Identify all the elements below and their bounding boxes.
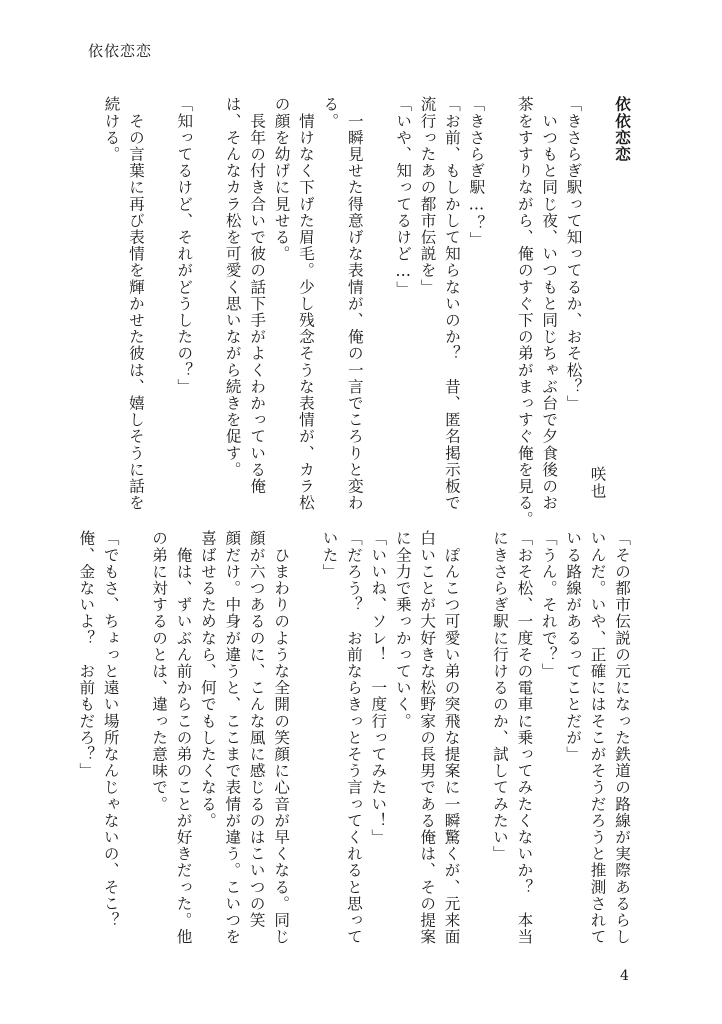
page-number: 4: [620, 968, 629, 984]
paragraph-line: は、そんなカラ松を可愛く思いながら続きを促す。: [223, 96, 242, 478]
paragraph-line: 顔だけ。中身が違うと、ここまで表情が違う。こいつを: [223, 530, 242, 945]
paragraph-line: 一瞬見せた得意げな表情が、俺の一言でころりと変わ: [345, 96, 364, 511]
paragraph-line: いつもと同じ夜、いつもと同じちゃぶ台で夕食後のお: [540, 96, 559, 511]
paragraph-line: 「きさらぎ駅って知ってるか、おそ松？」: [564, 96, 583, 412]
story-title: 依依恋恋: [613, 96, 632, 163]
paragraph-line: 「知ってるけど、それがどうしたの？」: [175, 96, 194, 395]
paragraph-line: 俺は、ずいぶん前からこの弟のことが好きだった。他: [174, 530, 193, 945]
paragraph-line: いる路線があるってことだが」: [564, 530, 583, 763]
paragraph-line: 情けなく下げた眉毛。少し残念そうな表情が、カラ松: [296, 96, 315, 511]
blank-line: [148, 96, 172, 496]
paragraph-line: 長年の付き合いで彼の話下手がよくわかっている俺: [248, 96, 267, 495]
story-top-block: [102, 96, 634, 528]
paragraph-line: 流行ったあの都市伝説を」: [418, 96, 437, 296]
paragraph-line: ひまわりのような全開の笑顔に心音が早くなる。同じ: [272, 530, 291, 945]
paragraph-line: いた」: [320, 530, 339, 580]
paragraph-line: 「きさらぎ駅…？」: [467, 96, 486, 248]
paragraph-line: の弟に対するのとは、違った意味で。: [150, 530, 169, 813]
blank-line: [367, 96, 391, 496]
paragraph-line: 俺、金ないよ？ お前もだろ？」: [77, 530, 96, 779]
blank-line: [293, 530, 317, 930]
blank-line: [488, 96, 512, 496]
paragraph-line: 「いや、知ってるけど…」: [394, 96, 413, 298]
paragraph-line: 「でもさ、ちょっと遠い場所なんじゃないの、そこ？: [101, 530, 120, 929]
blank-line: [464, 530, 488, 930]
blank-line: [586, 96, 610, 496]
paragraph-line: ぽんこつ可愛い弟の突飛な提案に一瞬驚くが、元来面: [442, 530, 461, 945]
paragraph-line: の顔を幼げに見せる。: [272, 96, 291, 262]
paragraph-line: にきさらぎ駅に行けるのか、試してみたい」: [490, 530, 509, 862]
paragraph-line: 「いいね、ソレ！ 一度行ってみたい！」: [369, 530, 388, 846]
paragraph-line: 「うん。それで？」: [539, 530, 558, 680]
blank-line: [123, 530, 147, 930]
paragraph-line: 喜ばせるためなら、何でもしたくなる。: [198, 530, 217, 829]
paragraph-line: 顔が六つあるのに、こんな風に感じるのはこいつの笑: [247, 530, 266, 929]
paragraph-line: 「だろう？ お前ならきっとそう言ってくれると思って: [344, 530, 363, 945]
paragraph-line: 「その都市伝説の元になった鉄道の路線が実際あるらし: [613, 530, 631, 945]
blank-line: [196, 96, 220, 496]
paragraph-line: いんだ。いや、正確にはそこがそうだろうと推測されて: [588, 530, 607, 945]
running-header: 依依恋恋: [88, 42, 153, 60]
paragraph-line: その言葉に再び表情を輝かせた彼は、嬉しそうに話を: [126, 96, 145, 511]
story-bottom-block: [77, 530, 634, 945]
paragraph-line: 続ける。: [102, 96, 121, 163]
paragraph-line: 「お前、もしかして知らないのか？ 昔、匿名掲示板で: [442, 96, 461, 511]
paragraph-line: 茶をすすりながら、俺のすぐ下の弟がまっすぐ俺を見る。: [515, 96, 534, 528]
author-name: 咲也: [588, 466, 607, 500]
paragraph-line: 「おそ松、一度その電車に乗ってみたくないか？ 本当: [515, 530, 534, 945]
paragraph-line: る。: [321, 96, 340, 130]
paragraph-line: に全力で乗っかっていく。: [393, 530, 412, 730]
paragraph-line: 白いことが大好きな松野家の長男である俺は、その提案: [418, 530, 437, 945]
